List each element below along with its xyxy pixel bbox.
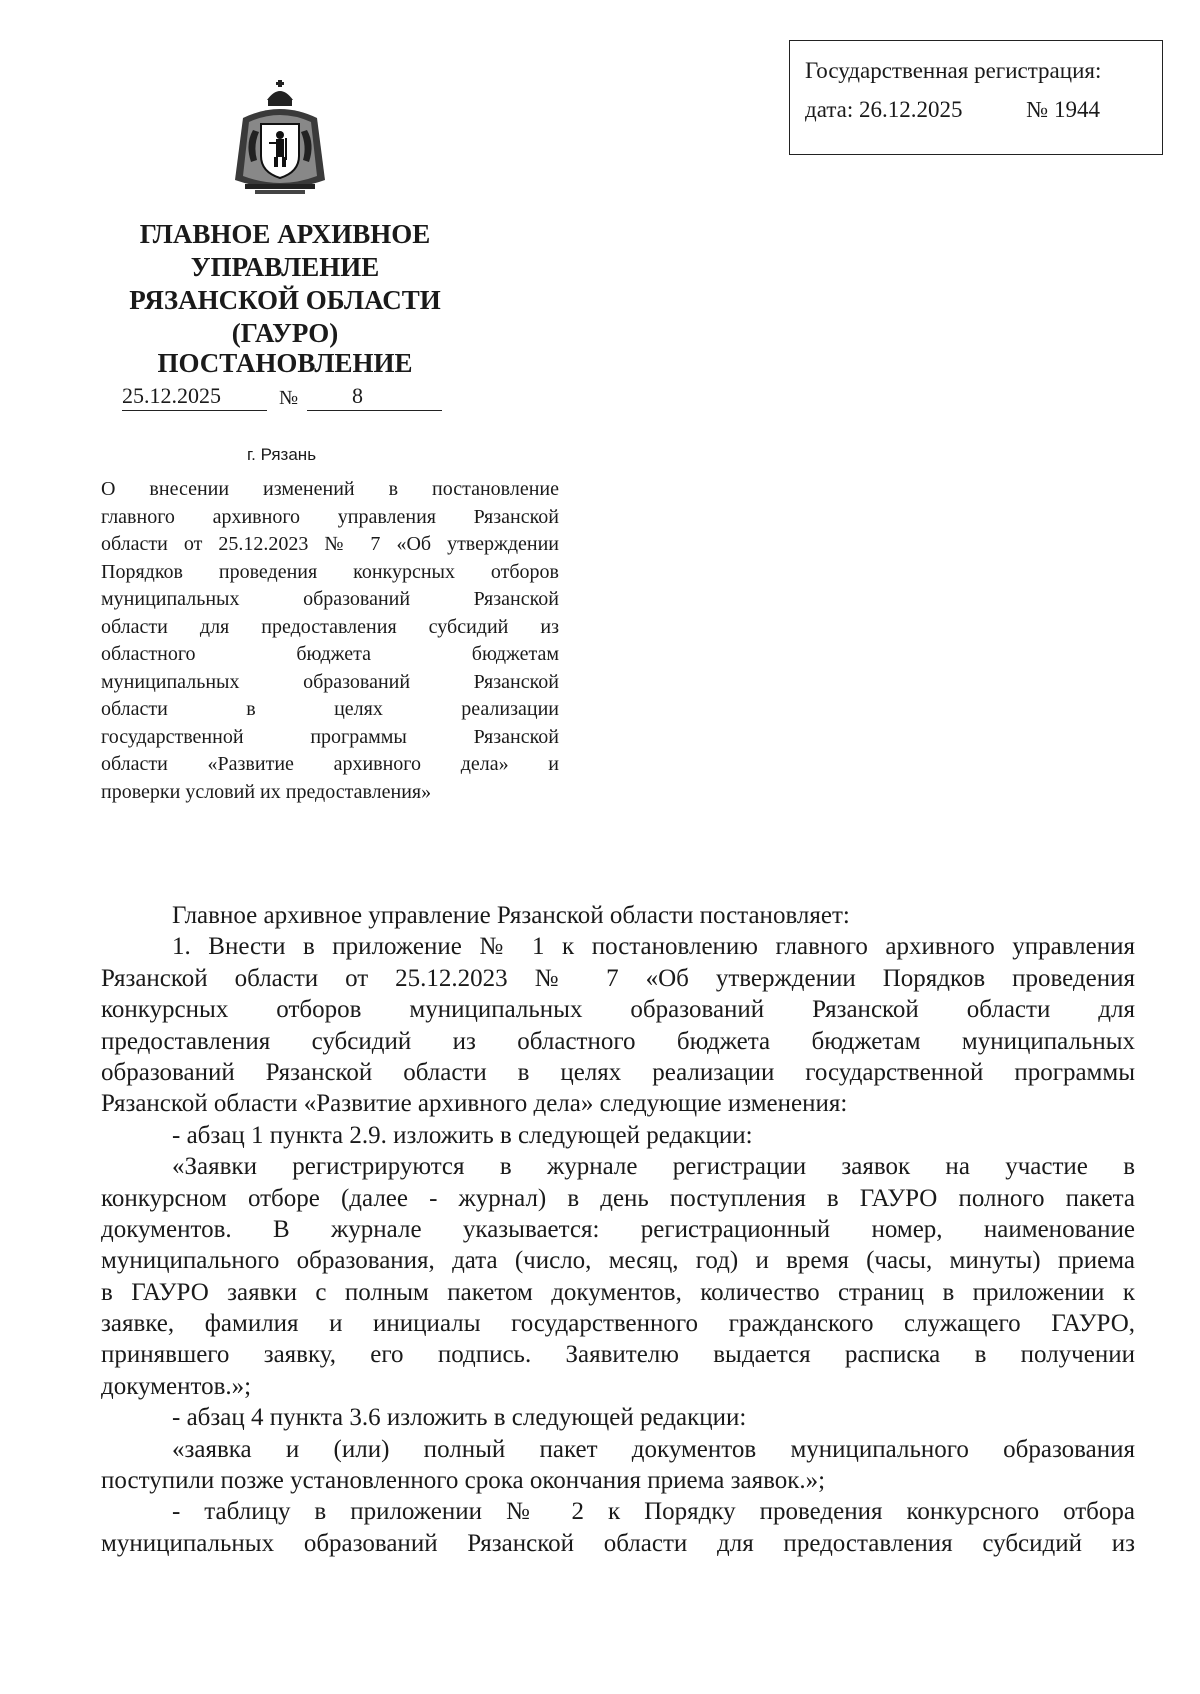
body-line: документов. В журнале указывается: регистрационный номер, наименование xyxy=(101,1215,1135,1243)
document-date: 25.12.2025 xyxy=(122,384,267,411)
body-line: заявке, фамилия и инициалы государственного гражданского служащего ГАУРО, xyxy=(101,1310,1135,1338)
subject-line: области «Развитие архивного дела» и xyxy=(101,753,559,775)
body-line: - таблицу в приложении № 2 к Порядку проведения конкурсного отбора xyxy=(172,1498,1135,1526)
body-line: - абзац 1 пункта 2.9. изложить в следующей редакции: xyxy=(172,1121,753,1149)
org-line: УПРАВЛЕНИЕ xyxy=(190,252,380,282)
body-line: конкурсных отборов муниципальных образований Рязанской области для xyxy=(101,996,1135,1024)
org-line: ГЛАВНОЕ АРХИВНОЕ xyxy=(139,219,431,249)
subject-line: муниципальных образований Рязанской xyxy=(101,588,559,610)
document-type-heading: ПОСТАНОВЛЕНИЕ xyxy=(157,348,413,378)
body-line: конкурсном отборе (далее - журнал) в день поступления в ГАУРО полного пакета xyxy=(101,1184,1135,1212)
org-line: РЯЗАНСКОЙ ОБЛАСТИ xyxy=(129,285,441,315)
subject-line: области в целях реализации xyxy=(101,698,559,720)
body-line: предоставления субсидий из областного бюджета бюджетам муниципальных xyxy=(101,1027,1135,1055)
body-line: муниципального образования, дата (число, месяц, год) и время (часы, минуты) приема xyxy=(101,1247,1135,1275)
body-line: муниципальных образований Рязанской области для предоставления субсидий из xyxy=(101,1529,1135,1557)
subject-line: Порядков проведения конкурсных отборов xyxy=(101,560,559,583)
subject-line: области от 25.12.2023 № 7 «Об утверждении xyxy=(101,533,559,555)
body-line: Рязанской области «Развитие архивного дела» следующие изменения: xyxy=(101,1090,848,1118)
number-sign: № xyxy=(279,387,299,409)
coat-of-arms-emblem xyxy=(225,78,335,198)
body-line: Рязанской области от 25.12.2023 № 7 «Об утверждении Порядков проведения xyxy=(101,964,1135,992)
subject-line: О внесении изменений в постановление xyxy=(101,478,559,500)
body-line: «Заявки регистрируются в журнале регистрации заявок на участие в xyxy=(172,1153,1135,1181)
document-body xyxy=(101,900,1135,1559)
body-line: «заявка и (или) полный пакет документов муниципального образования xyxy=(172,1435,1135,1463)
subject-line: областного бюджета бюджетам xyxy=(101,643,559,665)
subject-line: главного архивного управления Рязанской xyxy=(101,505,559,528)
body-line: 1. Внести в приложение № 1 к постановлению главного архивного управления xyxy=(172,933,1135,961)
body-line: Главное архивное управление Рязанской области постановляет: xyxy=(172,902,850,929)
registration-title: Государственная регистрация: xyxy=(805,58,1102,83)
document-date-number-row xyxy=(122,384,442,414)
organization-name xyxy=(85,218,485,350)
body-line: - абзац 4 пункта 3.6 изложить в следующей редакции: xyxy=(172,1404,747,1432)
subject-line: муниципальных образований Рязанской xyxy=(101,670,559,693)
body-line: принявшего заявку, его подпись. Заявителю выдается расписка в получении xyxy=(101,1341,1135,1369)
body-line: в ГАУРО заявки с полным пакетом документов, количество страниц в приложении к xyxy=(101,1278,1135,1306)
crown-icon xyxy=(267,80,293,106)
registration-date: дата: 26.12.2025 xyxy=(805,97,963,122)
subject-line: проверки условий их предоставления» xyxy=(101,780,432,803)
document-city: г. Рязань xyxy=(247,445,317,464)
document-number-field xyxy=(307,384,442,411)
subject-line: области для предоставления субсидий из xyxy=(101,615,559,638)
registration-details xyxy=(805,98,1162,121)
registration-stamp xyxy=(789,40,1163,155)
body-line: документов.»; xyxy=(101,1372,252,1400)
registration-number: № 1944 xyxy=(1026,97,1100,122)
subject-line: государственной программы Рязанской xyxy=(101,725,559,748)
body-line: поступили позже установленного срока окончания приема заявок.»; xyxy=(101,1467,826,1495)
document-subject xyxy=(101,476,559,806)
document-number: 8 xyxy=(352,383,363,408)
body-line: образований Рязанской области в целях реализации государственной программы xyxy=(101,1058,1135,1086)
org-line: (ГАУРО) xyxy=(231,318,339,348)
